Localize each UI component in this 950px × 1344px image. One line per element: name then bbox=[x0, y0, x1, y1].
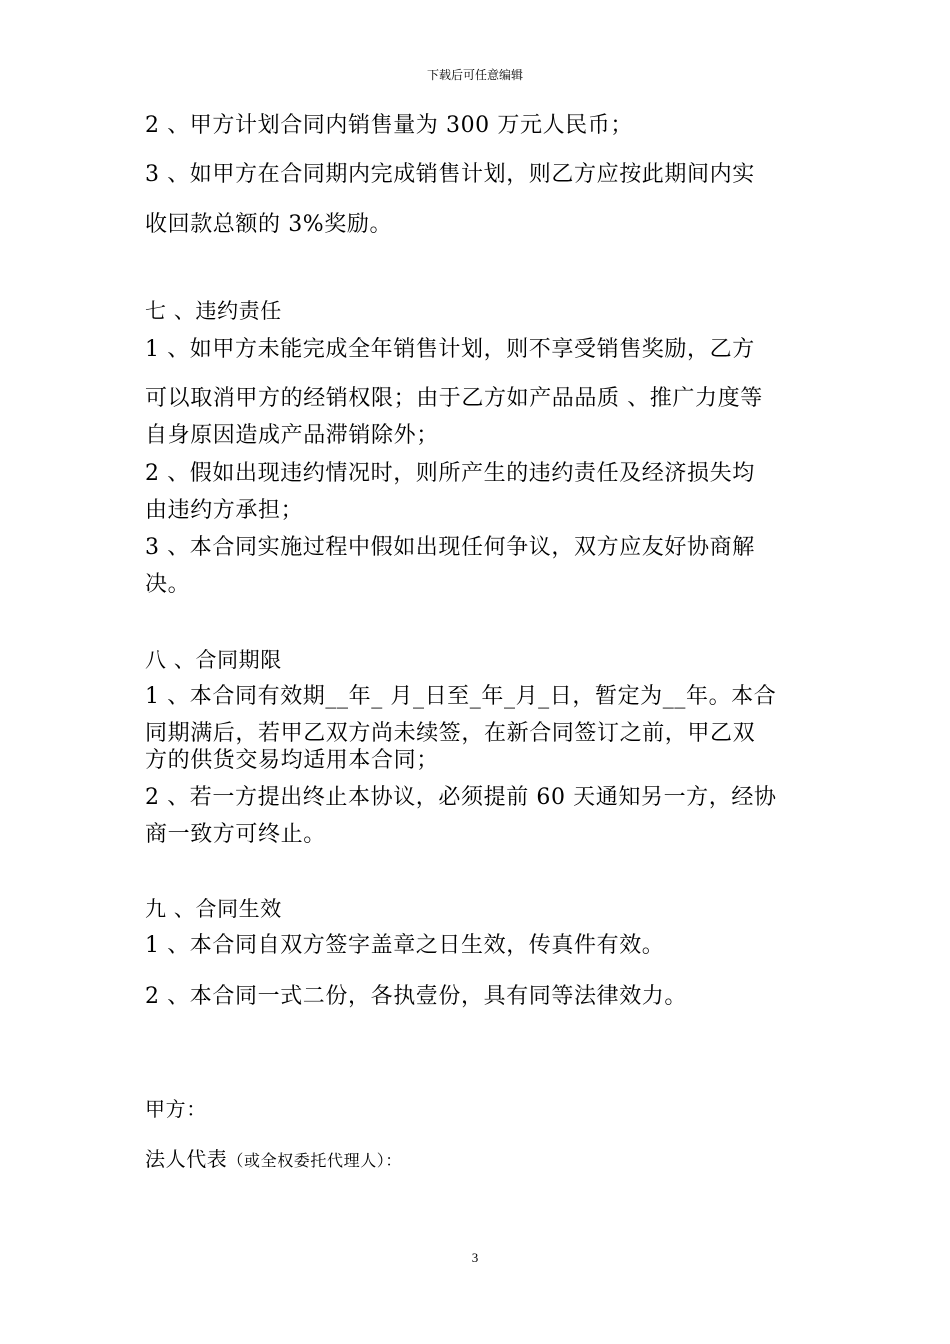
section9-item2: 2 、本合同一式二份，各执壹份，具有同等法律效力。 bbox=[145, 984, 687, 1009]
section7-item2-line2: 由违约方承担； bbox=[145, 498, 304, 523]
section6-item3-line2: 收回款总额的 3%奖励。 bbox=[145, 212, 393, 237]
legal-rep-note: （或全权委托代理人）： bbox=[227, 1151, 403, 1170]
section7-item1-line3: 自身原因造成产品滞销除外； bbox=[145, 423, 439, 448]
section8-item1-line3: 方的供货交易均适用本合同； bbox=[145, 748, 439, 773]
section9-title: 九 、合同生效 bbox=[145, 897, 282, 921]
page-header: 下载后可任意编辑 bbox=[426, 68, 523, 82]
legal-rep-label: 法人代表 bbox=[145, 1147, 228, 1171]
legal-representative bbox=[145, 1144, 815, 1176]
section9-item1: 1 、本合同自双方签字盖章之日生效，传真件有效。 bbox=[145, 933, 665, 958]
section7-item3-line2: 决。 bbox=[145, 572, 191, 597]
section8-item2-line2: 商一致方可终止。 bbox=[145, 822, 326, 847]
section8-item1-line1: 1 、本合同有效期__年_ 月_日至_年_月_日，暂定为__年。本合 bbox=[145, 684, 777, 709]
page-number: 3 bbox=[471, 1250, 479, 1265]
section6-item3-line1: 3 、如甲方在合同期内完成销售计划，则乙方应按此期间内实 bbox=[145, 162, 755, 187]
section7-item1-line1: 1 、如甲方未能完成全年销售计划，则不享受销售奖励，乙方 bbox=[145, 337, 755, 362]
section6-item2: 2 、甲方计划合同内销售量为 300 万元人民币； bbox=[145, 113, 633, 138]
section7-item2-line1: 2 、假如出现违约情况时，则所产生的违约责任及经济损失均 bbox=[145, 461, 755, 486]
party-a-label: 甲方： bbox=[145, 1097, 207, 1121]
section8-item1-line2: 同期满后，若甲乙双方尚未续签，在新合同签订之前，甲乙双 bbox=[145, 721, 756, 746]
section8-title: 八 、合同期限 bbox=[145, 648, 282, 672]
section8-item2-line1: 2 、若一方提出终止本协议，必须提前 60 天通知另一方，经协 bbox=[145, 785, 777, 810]
section7-item1-line2: 可以取消甲方的经销权限；由于乙方如产品品质 、推广力度等 bbox=[145, 386, 763, 411]
section7-item3-line1: 3 、本合同实施过程中假如出现任何争议，双方应友好协商解 bbox=[145, 535, 755, 560]
section7-title: 七 、违约责任 bbox=[145, 299, 282, 323]
